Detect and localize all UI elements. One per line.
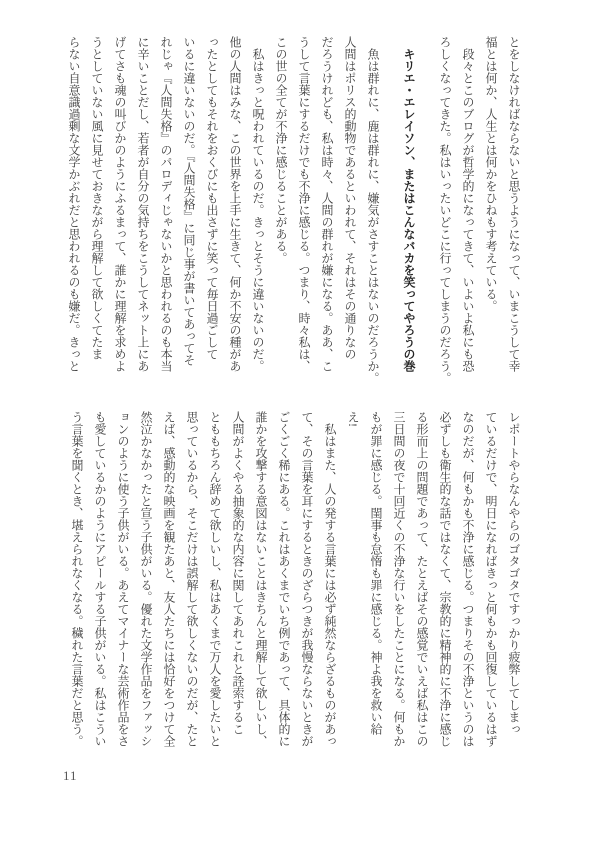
text-column: 福とは何か、人生とは何かをひねもす考えている。 [484, 36, 498, 312]
text-column: 三日間の夜で十回近くの不浄な行いをしたことになる。何もか [392, 411, 406, 747]
text-column: 段々とこのブログが哲学的になってきて、いよいよ私にも恐 [461, 36, 475, 372]
text-column: ごくごく稀にある。これはあくまでいち例であって、具体的に [277, 411, 291, 747]
text-column: この世の全てが不浄に感じることがある。 [274, 36, 288, 264]
lower-text-band [65, 411, 525, 749]
text-column: ろしくなってきた。私はいったいどこに行ってしまうのだろう。 [438, 36, 452, 384]
text-column: に辛いことだし、若者が自分の気持ちをこうしてネット上にあ [136, 36, 150, 372]
text-column: うして言葉にするだけでも不浄に感じる。つまり、時々私は、 [297, 36, 311, 372]
text-column: て、その言葉を耳にするときのざらつきが我慢ならないときが [300, 411, 314, 747]
page-number: 11 [63, 768, 78, 783]
text-column: ているだけで、明日になればきっと何もかも回復しているはず [484, 411, 498, 747]
text-column: 然泣かなかったと宣う子供がいる。優れた文学作品をファッシ [139, 411, 153, 747]
text-column: も愛しているかのようにアピールする子供がいる。私はこうい [93, 411, 107, 747]
text-column: え! [346, 411, 360, 427]
upper-text-band [62, 36, 525, 384]
text-column: ったとしてもそれをおくびにも出さずに笑って毎日過ごして [205, 36, 219, 360]
text-column: ョンのように使う子供がいる。あえてマイナーな芸術作品をさ [116, 411, 130, 747]
text-column: げてさも魂の叫びかのようにふるまって、誰かに理解を求めよ [113, 36, 127, 372]
text-column: 思っているから、そこだけは誤解して欲しくないのだが、たと [185, 411, 199, 747]
text-column: 人間がよくやる抽象的な内容に関してあれこれと詮索するこ [231, 411, 245, 735]
text-column: えば、感動的な映画を観たあと、友人たちには恰好をつけて全 [162, 411, 176, 747]
text-column: らない自意識過剰な文学かぶれだと思われるのも嫌だ。きっと [67, 36, 81, 372]
text-column: 必ずしも衛生的な話ではなくて、宗教的に精神的に不浄に感じ [438, 411, 452, 747]
text-column: れじゃ『人間失格』のパロディじゃないかと思われるのも本当 [159, 36, 173, 372]
text-column: 他の人間はみな、この世界を上手に生きて、何か不安の種があ [228, 36, 242, 372]
text-column: る形而上の問題であって、たとえばその感覚でいえば私はこの [415, 411, 429, 747]
text-column: 私はまた、人の発する言葉には必ず純然ならざるものがあっ [323, 411, 337, 747]
text-column: 私はきっと呪われているのだ。きっとそうに違いないのだ。 [251, 36, 265, 372]
text-column: もが罪に感じる。閨事も怠惰も罪に感じる。神よ我を救い給 [369, 411, 383, 735]
text-column: なのだが、何もかも不浄に感じる。つまりその不浄というのは [461, 411, 475, 747]
text-column: う言葉を聞くとき、堪えられなくなる。穢れた言葉だと思う。 [70, 411, 84, 747]
text-column: とをしなければならないと思うようになって、いまこうして幸 [507, 36, 521, 372]
text-column: だろうけれども、私は時々、人間の群れが嫌になる。ああ、こ [320, 36, 334, 372]
text-column: うとしていない風に見せておきながら理解して欲しくてたま [90, 36, 104, 360]
text-column: 人間はポリス的動物であるといわれて、それはその通りなの [343, 36, 357, 360]
text-column: レポートやらなんやらのゴタゴタですっかり疲弊してしまっ [507, 411, 521, 735]
text-column: 魚は群れに、鹿は群れに、嫌気がさすことはないのだろうか。 [366, 36, 380, 384]
text-column: 誰かを攻撃する意図はないことはきちんと理解して欲しいし、 [254, 411, 268, 747]
text-column: いるに違いないのだ。『人間失格』に同じ事が書いてあってそ [182, 36, 196, 366]
section-heading: キリエ・エレイソン、またはこんなバカを笑ってやろうの巻 [402, 36, 416, 372]
text-column: とももちろん辞めて欲しいし、私はあくまで万人を愛したいと [208, 411, 222, 747]
